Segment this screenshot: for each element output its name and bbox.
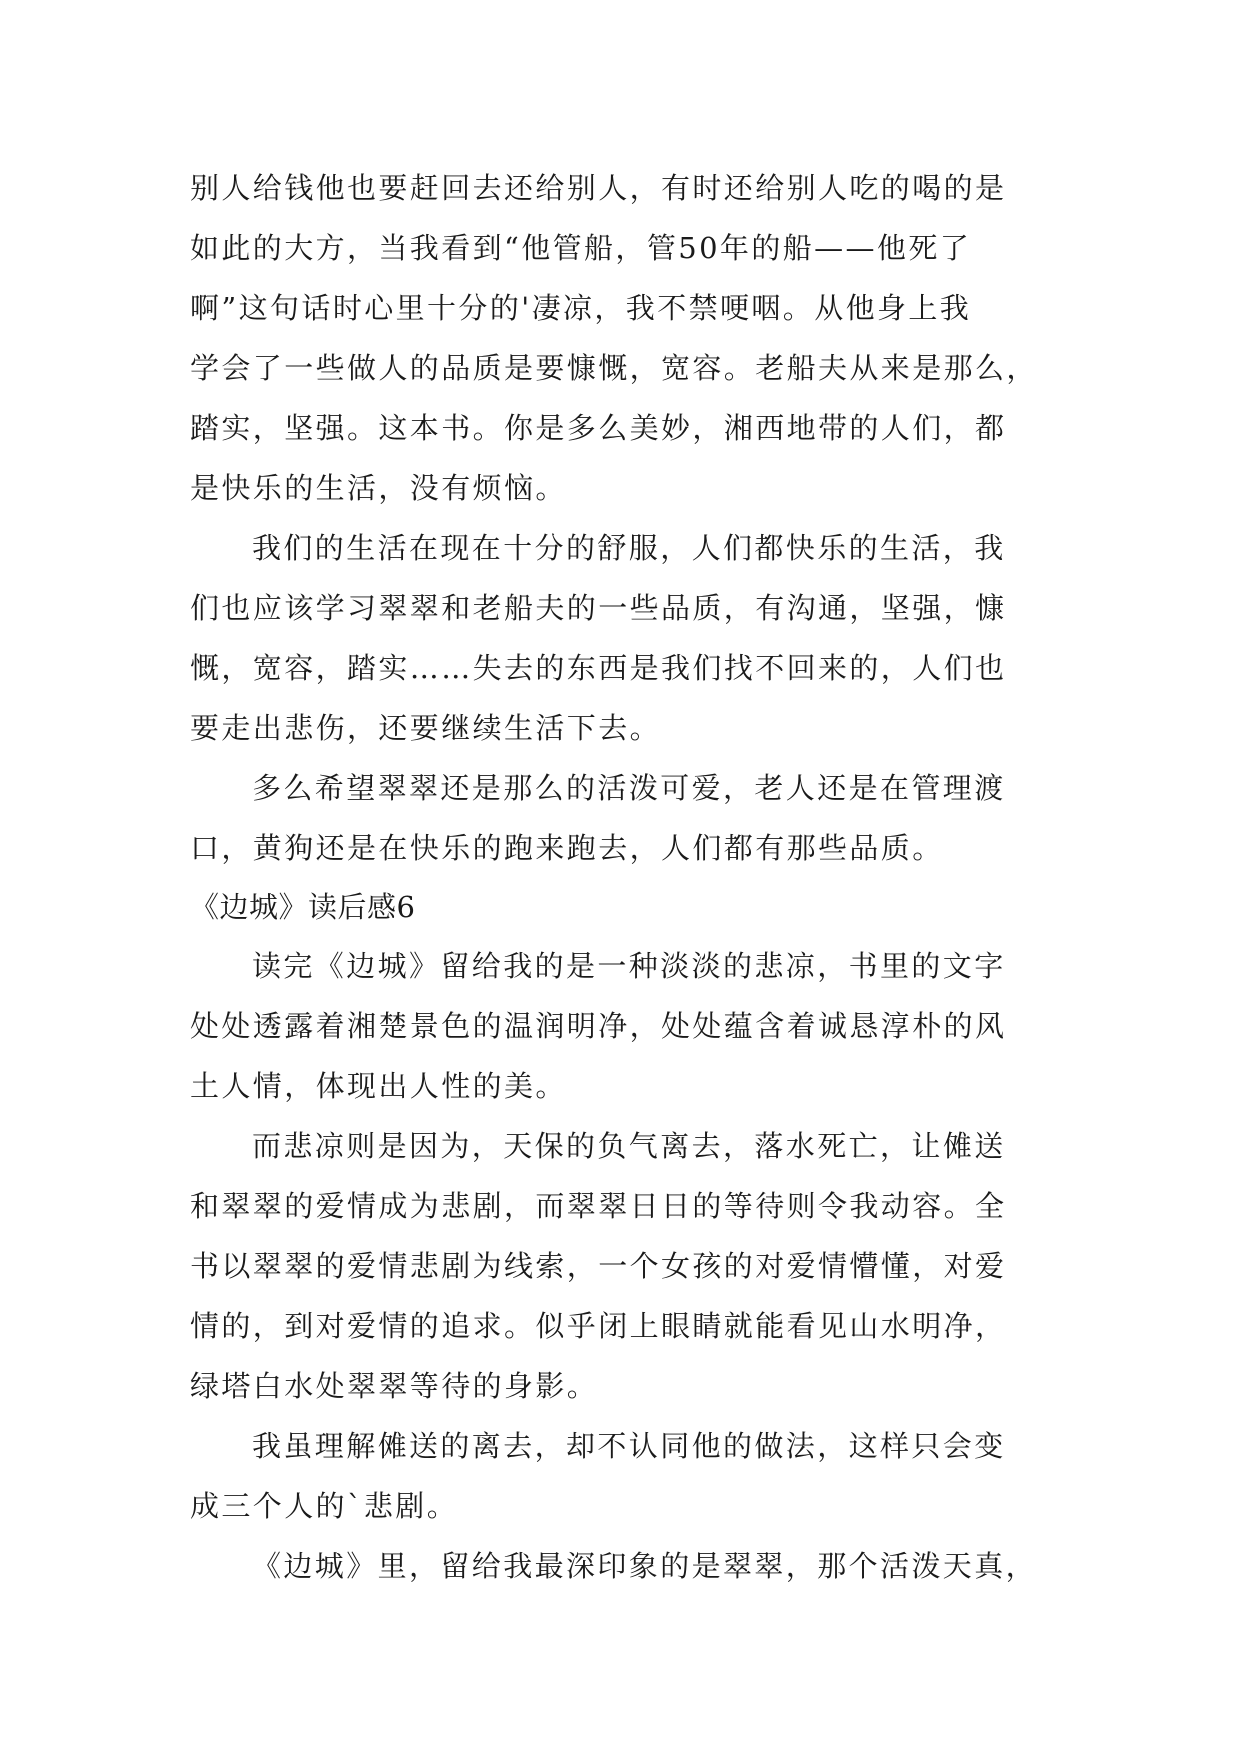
text-line: 绿塔白水处翠翠等待的身影。 — [190, 1369, 599, 1403]
text-line: 情的，到对爱情的追求。似乎闭上眼睛就能看见山水明净， — [190, 1309, 1007, 1343]
text-line: 我虽理解傩送的离去，却不认同他的做法，这样只会变 — [252, 1429, 1006, 1463]
text-line: 口，黄狗还是在快乐的跑来跑去，人们都有那些品质。 — [190, 831, 944, 865]
text-line: 《边城》里，留给我最深印象的是翠翠，那个活泼天真， — [252, 1549, 1038, 1583]
text-line: 处处透露着湘楚景色的温润明净，处处蕴含着诚恳淳朴的风 — [190, 1009, 1007, 1043]
text-line: 别人给钱他也要赶回去还给别人，有时还给别人吃的喝的是 — [190, 171, 1007, 205]
section-heading: 《边城》读后感6 — [190, 890, 416, 924]
text-line: 我们的生活在现在十分的舒服，人们都快乐的生活，我 — [252, 531, 1006, 565]
text-line: 啊”这句话时心里十分的'凄凉，我不禁哽咽。从他身上我 — [190, 291, 972, 325]
text-line: 土人情，体现出人性的美。 — [190, 1069, 567, 1103]
text-line: 而悲凉则是因为，天保的负气离去，落水死亡，让傩送 — [252, 1129, 1006, 1163]
text-line: 读完《边城》留给我的是一种淡淡的悲凉，书里的文字 — [252, 949, 1006, 983]
text-line: 们也应该学习翠翠和老船夫的一些品质，有沟通，坚强，慷 — [190, 591, 1007, 625]
text-line: 和翠翠的爱情成为悲剧，而翠翠日日的等待则令我动容。全 — [190, 1189, 1007, 1223]
text-line: 如此的大方，当我看到“他管船，管50年的船——他死了 — [190, 231, 972, 265]
text-line: 是快乐的生活，没有烦恼。 — [190, 471, 567, 505]
text-line: 学会了一些做人的品质是要慷慨，宽容。老船夫从来是那么， — [190, 351, 1038, 385]
text-line: 成三个人的`悲剧。 — [190, 1489, 459, 1523]
text-line: 踏实，坚强。这本书。你是多么美妙，湘西地带的人们，都 — [190, 411, 1007, 445]
document-body — [190, 158, 1050, 1596]
text-line: 要走出悲伤，还要继续生活下去。 — [190, 711, 662, 745]
text-line: 慨，宽容，踏实……失去的东西是我们找不回来的，人们也 — [190, 651, 1007, 685]
text-line: 书以翠翠的爱情悲剧为线索，一个女孩的对爱情懵懂，对爱 — [190, 1249, 1007, 1283]
text-line: 多么希望翠翠还是那么的活泼可爱，老人还是在管理渡 — [252, 771, 1006, 805]
